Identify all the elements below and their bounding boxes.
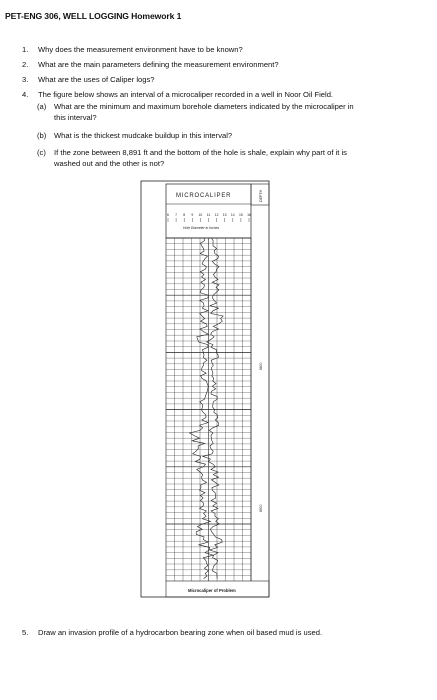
subquestion-text: What is the thickest mudcake buildup in this interval?: [54, 131, 233, 140]
log-grid: [166, 238, 251, 581]
scale-tick-label: 6: [167, 213, 169, 217]
depth-mark-8800: 8800: [259, 362, 263, 370]
scale-tick-label: 15: [239, 213, 243, 217]
figure-caption: Microcaliper of Problem: [188, 588, 236, 593]
subquestion-text-continued: washed out and the other is not?: [54, 158, 165, 168]
question-5: [22, 627, 323, 638]
scale-tick-label: 9: [191, 213, 194, 217]
page-title: PET-ENG 306, WELL LOGGING Homework 1: [5, 11, 182, 21]
depth-header-label: DEPTH: [259, 189, 263, 202]
header-title: MICROCALIPER: [176, 193, 232, 199]
caliper-curve-2: [203, 238, 223, 579]
question-number: 3.: [22, 75, 29, 84]
question-text: What are the main parameters defining the measurement environment?: [38, 60, 279, 69]
subquestion-letter: (a): [37, 102, 47, 111]
question-text: Why does the measurement environment have to be known?: [38, 45, 243, 54]
subquestion-letter: (b): [37, 131, 47, 140]
question-number: 5.: [22, 628, 29, 637]
scale-tick-label: 8: [183, 213, 186, 217]
scale-tick-label: 16: [247, 213, 251, 217]
scale-tick-label: 12: [214, 213, 219, 217]
scale-tick-label: 7: [175, 213, 178, 217]
subquestion-text: If the zone between 8,891 ft and the bottom of the hole is shale, explain why part of it is: [54, 148, 347, 157]
subquestion-text-continued: this interval?: [54, 112, 97, 122]
question-number: 4.: [22, 90, 29, 99]
scale-tick-group: [167, 213, 251, 222]
scale-tick-label: 13: [222, 213, 227, 217]
question-number: 2.: [22, 60, 29, 69]
question-text: The figure below shows an interval of a microcaliper recorded in a well in Noor Oil Field.: [38, 90, 334, 99]
subquestion-text: What are the minimum and maximum borehole diameters indicated by the microcaliper in: [54, 102, 354, 111]
question-number: 1.: [22, 45, 29, 54]
scale-tick-label: 10: [198, 213, 203, 217]
question-text: Draw an invasion profile of a hydrocarbon bearing zone when oil based mud is used.: [38, 628, 323, 637]
question-text: What are the uses of Caliper logs?: [38, 75, 155, 84]
depth-mark-8900: 8900: [259, 504, 263, 512]
caliper-curve-1: [190, 238, 214, 579]
figure-frame: [141, 181, 269, 597]
scale-tick-label: 11: [206, 213, 211, 217]
subquestion-letter: (c): [37, 148, 46, 157]
scale-caption: Hole Diameter in Inches: [183, 226, 220, 230]
scale-tick-label: 14: [230, 213, 235, 217]
